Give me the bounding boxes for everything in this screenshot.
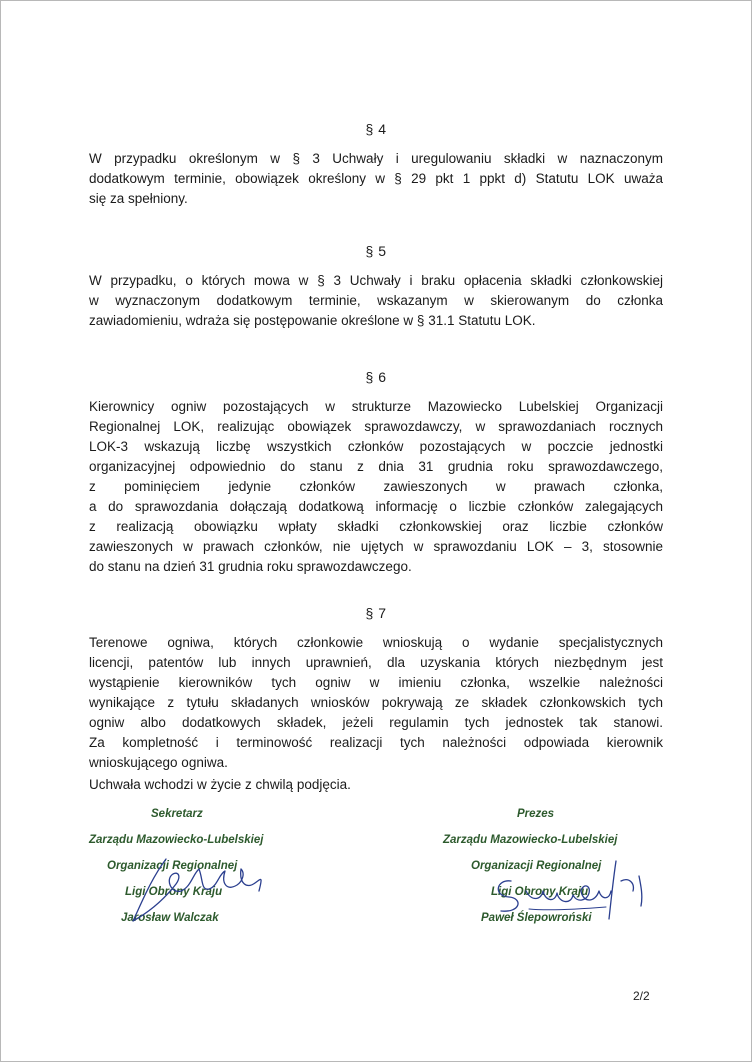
text-line: ogniw albo dodatkowych składek, jeżeli regulamin tych jednostek tak stanowi.: [89, 715, 663, 730]
text-line: z realizacją obowiązku wpłaty składki członkowskiej oraz liczbie członków: [89, 519, 663, 534]
signatory-org-line: Ligi Obrony Kraju: [491, 886, 589, 898]
text-line: dodatkowym terminie, obowiązek określony w § 29 pkt 1 ppkt d) Statutu LOK uważa: [89, 171, 663, 186]
text-line: z pominięciem jedynie członków zawieszonych w prawach członka,: [89, 479, 663, 494]
signatory-name: Jarosław Walczak: [121, 912, 219, 924]
text-line: Za kompletność i terminowość realizacji tych należności odpowiada kierownik: [89, 735, 663, 750]
text-line: zawieszonych w prawach członków, nie ujętych w sprawozdaniu LOK – 3, stosownie: [89, 539, 663, 554]
signatory-org-line: Organizacji Regionalnej: [107, 860, 238, 872]
text-line: W przypadku, o których mowa w § 3 Uchwały i braku opłacenia składki członkowskiej: [89, 273, 663, 288]
signatory-org-line: Organizacji Regionalnej: [471, 860, 602, 872]
text-line: LOK-3 wskazują liczbę wszystkich członków pozostających w poczcie jednostki: [89, 439, 663, 454]
signatory-org-line: Zarządu Mazowiecko-Lubelskiej: [443, 834, 618, 846]
text-line: Regionalnej LOK, realizując obowiązek sprawozdawczy, w sprawozdaniach rocznych: [89, 419, 663, 434]
signatory-org-line: Ligi Obrony Kraju: [125, 886, 223, 898]
text-line: organizacyjnej odpowiednio do stanu z dnia 31 grudnia roku sprawozdawczego,: [89, 459, 663, 474]
signatory-role: Sekretarz: [151, 808, 203, 820]
text-line: się za spełniony.: [89, 191, 188, 206]
section-5-heading: § 5: [365, 243, 387, 259]
section-4-text: [89, 149, 663, 209]
text-line: Kierownicy ogniw pozostających w strukturze Mazowiecko Lubelskiej Organizacji: [89, 399, 663, 414]
section-7-heading: § 7: [365, 605, 387, 621]
text-line: W przypadku określonym w § 3 Uchwały i uregulowaniu składki w naznaczonym: [89, 151, 663, 166]
section-4-heading: § 4: [365, 121, 387, 137]
signatory-org-line: Zarządu Mazowiecko-Lubelskiej: [89, 834, 264, 846]
closing-statement: [89, 775, 663, 795]
closing-text: Uchwała wchodzi w życie z chwilą podjęcia.: [89, 777, 351, 792]
text-line: wnioskującego ogniwa.: [89, 755, 228, 770]
text-line: do stanu na dzień 31 grudnia roku sprawozdawczego.: [89, 559, 412, 574]
section-5-text: [89, 271, 663, 331]
signatory-role: Prezes: [517, 808, 555, 820]
text-line: wystąpienie kierowników tych ogniw w imieniu członka, wszelkie należności: [89, 675, 663, 690]
section-7-text: [89, 633, 663, 773]
page-number: 2/2: [633, 989, 650, 1003]
text-line: zawiadomieniu, wdraża się postępowanie określone w § 31.1 Statutu LOK.: [89, 313, 536, 328]
section-6-text: [89, 397, 663, 577]
signatory-name: Paweł Ślepowroński: [481, 912, 592, 924]
handwritten-signature-right: [471, 851, 661, 931]
section-6-heading: § 6: [365, 369, 387, 385]
text-line: licencji, patentów lub innych uprawnień, dla uzyskania których niezbędnym jest: [89, 655, 663, 670]
text-line: wynikające z tytułu składanych wniosków pokrywają ze składek członkowskich tych: [89, 695, 663, 710]
handwritten-signature-left: [121, 849, 271, 929]
text-line: Terenowe ogniwa, których członkowie wnioskują o wydanie specjalistycznych: [89, 635, 663, 650]
text-line: a do sprawozdania dołączają dodatkową informację o liczbie członków zalegających: [89, 499, 663, 514]
text-line: w wyznaczonym dodatkowym terminie, wskazanym w skierowanym do członka: [89, 293, 663, 308]
